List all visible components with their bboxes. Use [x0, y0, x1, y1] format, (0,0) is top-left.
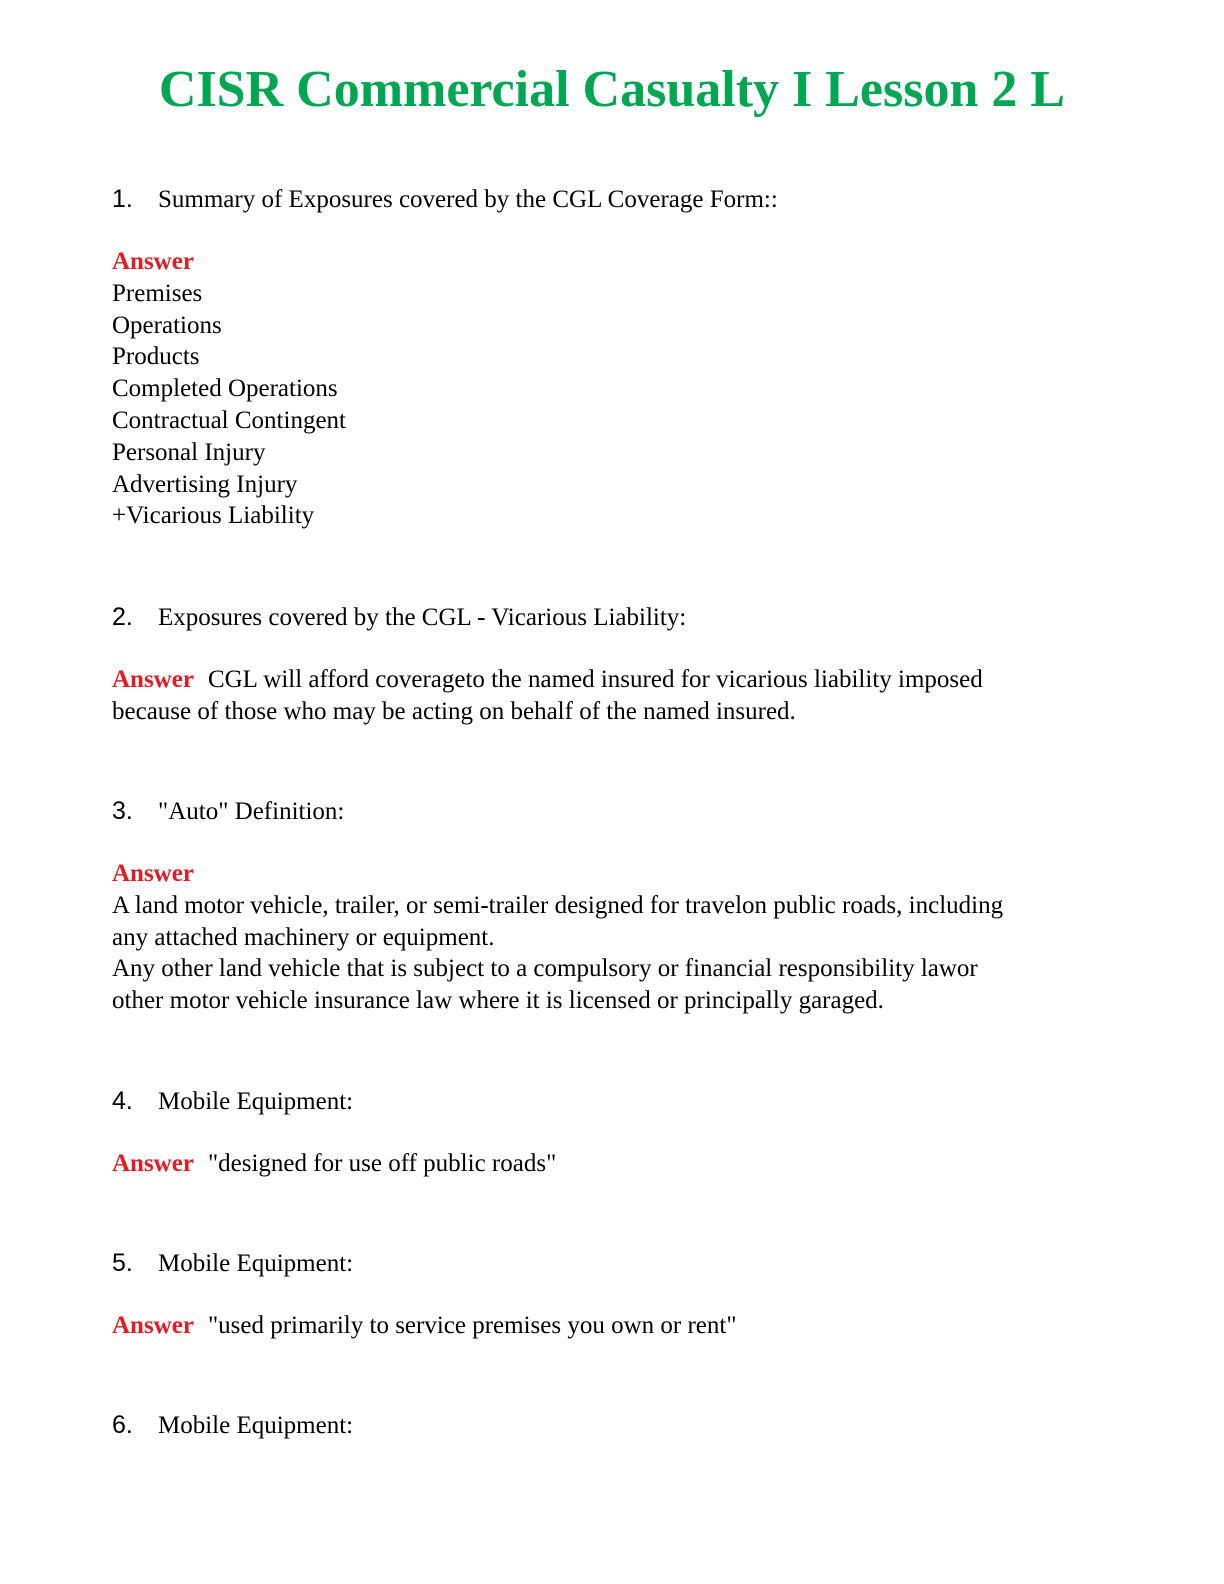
question-number: 6.: [112, 1411, 133, 1439]
question-prompt: [112, 1409, 1112, 1442]
answer-line: Advertising Injury: [112, 470, 298, 498]
question-text: Mobile Equipment:: [158, 1088, 354, 1115]
question-number: 4.: [112, 1087, 133, 1115]
question-number: 1.: [112, 185, 133, 213]
answer-line: Completed Operations: [112, 375, 338, 403]
question-3: [112, 795, 1112, 1017]
question-text: Summary of Exposures covered by the CGL Coverage Form::: [158, 186, 778, 213]
answer-label: Answer: [112, 1312, 194, 1339]
answer-label: Answer: [112, 666, 194, 693]
answer-line: because of those who may be acting on behalf of the named insured.: [112, 697, 796, 725]
question-text: Mobile Equipment:: [158, 1250, 354, 1277]
answer-line: +Vicarious Liability: [112, 502, 315, 530]
question-prompt: [112, 1085, 1112, 1118]
question-text: "Auto" Definition:: [158, 798, 345, 825]
answer-line: any attached machinery or equipment.: [112, 923, 495, 951]
answer-line: Contractual Contingent: [112, 406, 346, 434]
answer-line: Any other land vehicle that is subject to a compulsory or financial responsibility lawor: [112, 955, 978, 983]
question-number: 5.: [112, 1249, 133, 1277]
question-1: [112, 183, 1112, 532]
question-4: [112, 1085, 1112, 1180]
answer-text: "designed for use off public roads": [207, 1150, 557, 1177]
answer-text: "used primarily to service premises you own or rent": [207, 1312, 737, 1339]
answer-line: Personal Injury: [112, 438, 266, 466]
question-number: 2.: [112, 603, 133, 631]
answer-text: CGL will afford coverageto the named insured for vicarious liability imposed: [207, 666, 983, 693]
answer-line: A land motor vehicle, trailer, or semi-trailer designed for travelon public roads, including: [112, 891, 1004, 919]
answer-block: [112, 1148, 1112, 1180]
answer-label: Answer: [112, 1150, 194, 1177]
question-number: 3.: [112, 797, 133, 825]
answer-block: [112, 246, 1112, 532]
answer-line: Operations: [112, 311, 222, 339]
question-2: [112, 601, 1112, 728]
answer-line: Products: [112, 343, 200, 371]
question-5: [112, 1247, 1112, 1342]
answer-label: Answer: [112, 860, 194, 887]
answer-line: other motor vehicle insurance law where it is licensed or principally garaged.: [112, 987, 884, 1015]
question-prompt: [112, 601, 1112, 634]
answer-block: [112, 1310, 1112, 1342]
document-title: CISR Commercial Casualty I Lesson 2 L: [158, 61, 1066, 118]
question-text: Exposures covered by the CGL - Vicarious Liability:: [158, 604, 687, 631]
answer-block: [112, 664, 1112, 728]
answer-label: Answer: [112, 248, 194, 275]
question-text: Mobile Equipment:: [158, 1412, 354, 1439]
answer-block: [112, 858, 1112, 1017]
answer-line: Premises: [112, 279, 203, 307]
question-prompt: [112, 795, 1112, 828]
question-prompt: [112, 1247, 1112, 1280]
question-prompt: [112, 183, 1112, 216]
question-6: [112, 1409, 1112, 1442]
